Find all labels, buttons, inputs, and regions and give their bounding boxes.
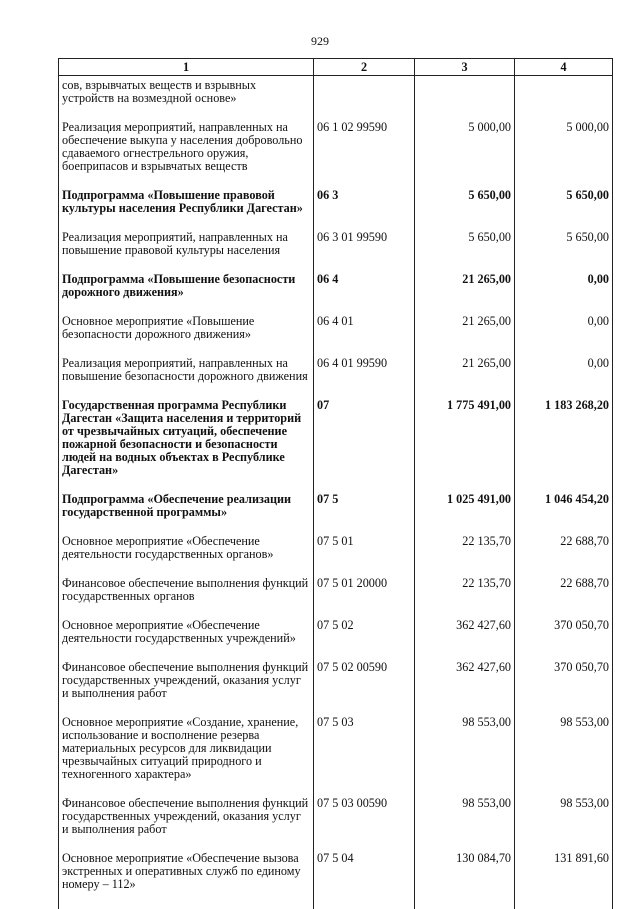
row-code: 07 5 03: [314, 716, 415, 797]
row-value-col4: 98 553,00: [515, 716, 613, 797]
table-row: [59, 231, 613, 273]
row-code: 07 5: [314, 493, 415, 535]
table-row: [59, 577, 613, 619]
row-value-col3: 5 650,00: [415, 189, 515, 231]
row-value-col4: 0,00: [515, 357, 613, 399]
table-row: [59, 357, 613, 399]
table-row: [59, 76, 613, 122]
table-row: [59, 797, 613, 852]
row-value-col4: 370 050,70: [515, 619, 613, 661]
row-name: Подпрограмма «Повышение правовой культуры населения Республики Дагестан»: [59, 189, 314, 231]
table-row: [59, 852, 613, 909]
row-name: Государственная программа Республики Дагестан «Защита населения и территорий от чрезвычайных ситуаций, обеспечение пожарной безопасности и безопасности людей на водных объектах в Республике Дагестан»: [59, 399, 314, 493]
row-code: 06 3 01 99590: [314, 231, 415, 273]
row-value-col3: 130 084,70: [415, 852, 515, 909]
row-name: Финансовое обеспечение выполнения функций государственных учреждений, оказания услуг и выполнения работ: [59, 661, 314, 716]
row-value-col4: 22 688,70: [515, 535, 613, 577]
row-name: Реализация мероприятий, направленных на повышение безопасности дорожного движения: [59, 357, 314, 399]
row-value-col3: 21 265,00: [415, 273, 515, 315]
table-row: [59, 273, 613, 315]
table-row: [59, 399, 613, 493]
row-code: 07 5 01 20000: [314, 577, 415, 619]
row-value-col3: 98 553,00: [415, 797, 515, 852]
table-row: [59, 535, 613, 577]
row-value-col4: 0,00: [515, 315, 613, 357]
row-code: 07 5 04: [314, 852, 415, 909]
row-value-col4: 5 000,00: [515, 121, 613, 189]
row-code: 07 5 02: [314, 619, 415, 661]
row-code: 07 5 02 00590: [314, 661, 415, 716]
row-code: 07 5 03 00590: [314, 797, 415, 852]
column-header-3: 3: [415, 59, 515, 76]
row-name: Основное мероприятие «Повышение безопасности дорожного движения»: [59, 315, 314, 357]
row-name: Финансовое обеспечение выполнения функций государственных органов: [59, 577, 314, 619]
table-row: [59, 619, 613, 661]
column-header-1: 1: [59, 59, 314, 76]
page-number: 929: [311, 34, 329, 48]
table-row: [59, 315, 613, 357]
row-value-col3: 21 265,00: [415, 357, 515, 399]
row-value-col4: 131 891,60: [515, 852, 613, 909]
row-value-col3: 21 265,00: [415, 315, 515, 357]
table-row: [59, 716, 613, 797]
column-header-4: 4: [515, 59, 613, 76]
row-value-col4: 1 046 454,20: [515, 493, 613, 535]
row-value-col3: 22 135,70: [415, 535, 515, 577]
table-row: [59, 661, 613, 716]
row-name: Основное мероприятие «Обеспечение деятельности государственных органов»: [59, 535, 314, 577]
row-value-col4: 98 553,00: [515, 797, 613, 852]
table-row: [59, 493, 613, 535]
row-name: Основное мероприятие «Обеспечение вызова экстренных и оперативных служб по единому номеру – 112»: [59, 852, 314, 909]
row-value-col3: 362 427,60: [415, 619, 515, 661]
row-value-col3: [415, 76, 515, 122]
row-value-col4: 0,00: [515, 273, 613, 315]
row-code: 06 4: [314, 273, 415, 315]
table-row: [59, 189, 613, 231]
row-code: 06 4 01 99590: [314, 357, 415, 399]
row-code: 07: [314, 399, 415, 493]
row-value-col3: 5 650,00: [415, 231, 515, 273]
row-value-col3: 1 775 491,00: [415, 399, 515, 493]
row-value-col4: 5 650,00: [515, 231, 613, 273]
row-name: сов, взрывчатых веществ и взрывных устройств на возмездной основе»: [59, 76, 314, 122]
row-code: 06 1 02 99590: [314, 121, 415, 189]
row-value-col4: 22 688,70: [515, 577, 613, 619]
column-header-2: 2: [314, 59, 415, 76]
row-name: Финансовое обеспечение выполнения функций государственных учреждений, оказания услуг и выполнения работ: [59, 797, 314, 852]
row-code: 07 5 01: [314, 535, 415, 577]
table-row: [59, 121, 613, 189]
row-name: Подпрограмма «Обеспечение реализации государственной программы»: [59, 493, 314, 535]
row-value-col4: 370 050,70: [515, 661, 613, 716]
row-name: Основное мероприятие «Создание, хранение, использование и восполнение резерва материальных ресурсов для ликвидации чрезвычайных ситуаций природного и техногенного характера»: [59, 716, 314, 797]
row-value-col3: 362 427,60: [415, 661, 515, 716]
row-value-col3: 5 000,00: [415, 121, 515, 189]
row-value-col4: 1 183 268,20: [515, 399, 613, 493]
row-name: Подпрограмма «Повышение безопасности дорожного движения»: [59, 273, 314, 315]
row-code: 06 3: [314, 189, 415, 231]
row-name: Основное мероприятие «Обеспечение деятельности государственных учреждений»: [59, 619, 314, 661]
row-value-col4: 5 650,00: [515, 189, 613, 231]
row-name: Реализация мероприятий, направленных на обеспечение выкупа у населения добровольно сдаваемого огнестрельного оружия, боеприпасов и взрывчатых веществ: [59, 121, 314, 189]
row-value-col4: [515, 76, 613, 122]
header-row: [59, 59, 613, 76]
row-value-col3: 1 025 491,00: [415, 493, 515, 535]
row-code: [314, 76, 415, 122]
budget-table: [58, 58, 613, 909]
row-code: 06 4 01: [314, 315, 415, 357]
row-value-col3: 22 135,70: [415, 577, 515, 619]
row-value-col3: 98 553,00: [415, 716, 515, 797]
row-name: Реализация мероприятий, направленных на повышение правовой культуры населения: [59, 231, 314, 273]
